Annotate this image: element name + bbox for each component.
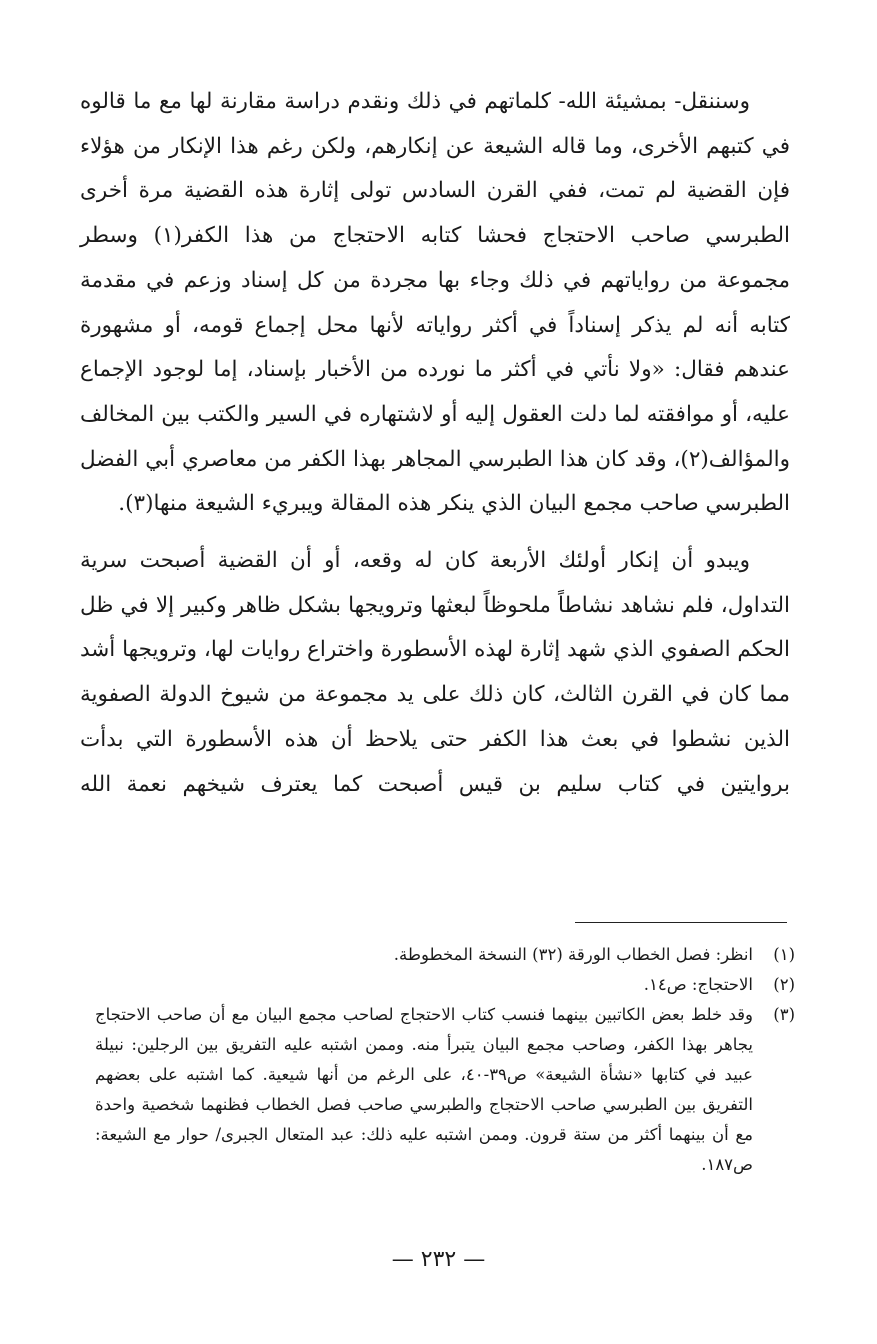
- footnote-2: [95, 970, 795, 1000]
- footnote-number: (٢): [773, 975, 795, 994]
- page-number: — ٢٣٢ —: [391, 1247, 486, 1272]
- footnote-number: (٣): [773, 1005, 795, 1024]
- footnotes: [95, 940, 795, 1180]
- footnote-text: وقد خلط بعض الكاتبين بينهما فنسب كتاب الاحتجاج لصاحب مجمع البيان مع أن صاحب الاحتجاج يجاهر بهذا الكفر، وصاحب مجمع البيان يتبرأ منه. وممن اشتبه عليه التفريق بين الرجلين: نبيلة عبيد في كتابها «نشأة الشيعة» ص٣٩-٤٠، على الرغم من أنها شيعية. كما اشتبه على بعضهم التفريق بين الطبرسي صاحب الاحتجاج والطبرسي صاحب فصل الخطاب فظنهما شخصية واحدة مع أن بينهما أكثر من ستة قرون. وممن اشتبه عليه ذلك: عبد المتعال الجبرى/ حوار مع الشيعة: ص١٨٧.: [95, 1005, 753, 1174]
- footnote-separator: [575, 922, 787, 923]
- paragraph-2: ويبدو أن إنكار أولئك الأربعة كان له وقعه، أو أن القضية أصبحت سرية التداول، فلم نشاهد نشاطاً ملحوظاً لبعثها وترويجها بشكل ظاهر وكبير إلا في ظل الحكم الصفوي الذي شهد إثارة لهذه الأسطورة واختراع روايات لها، وترويجها أشد مما كان في القرن الثالث، كان ذلك على يد مجموعة من شيوخ الدولة الصفوية الذين نشطوا في بعث هذا الكفر حتى يلاحظ أن هذه الأسطورة التي بدأت بروايتين في كتاب سليم بن قيس أصبحت كما يعترف شيخهم نعمة الله: [80, 548, 790, 797]
- footnote-number: (١): [773, 945, 795, 964]
- main-text: [80, 80, 790, 807]
- footnote-1: [95, 940, 795, 970]
- footnote-text: الاحتجاج: ص١٤.: [643, 975, 753, 994]
- footnote-3: [95, 1000, 795, 1180]
- paragraph-1: وسننقل- بمشيئة الله- كلماتهم في ذلك ونقدم دراسة مقارنة لها مع ما قالوه في كتبهم الأخرى، وما قاله الشيعة عن إنكارهم، ولكن رغم هذا الإنكار من هؤلاء فإن القضية لم تمت، ففي القرن السادس تولى إثارة هذه القضية مرة أخرى الطبرسي صاحب الاحتجاج فحشا كتابه الاحتجاج من هذا الكفر(١) وسطر مجموعة من رواياتهم في ذلك وجاء بها مجردة من كل إسناد وزعم في مقدمة كتابه أنه لم يذكر إسناداً في أكثر رواياته لأنها محل إجماع قومه، أو مشهورة عندهم فقال: «ولا نأتي في أكثر ما نورده من الأخبار بإسناد، إما لوجود الإجماع عليه، أو موافقته لما دلت العقول إليه أو لاشتهاره في السير والكتب بين المخالف والمؤالف(٢)، وقد كان هذا الطبرسي المجاهر بهذا الكفر من معاصري أبي الفضل الطبرسي صاحب مجمع البيان الذي ينكر هذه المقالة ويبريء الشيعة منها(٣).: [80, 89, 790, 517]
- footnote-text: انظر: فصل الخطاب الورقة (٣٢) النسخة المخطوطة.: [393, 945, 753, 964]
